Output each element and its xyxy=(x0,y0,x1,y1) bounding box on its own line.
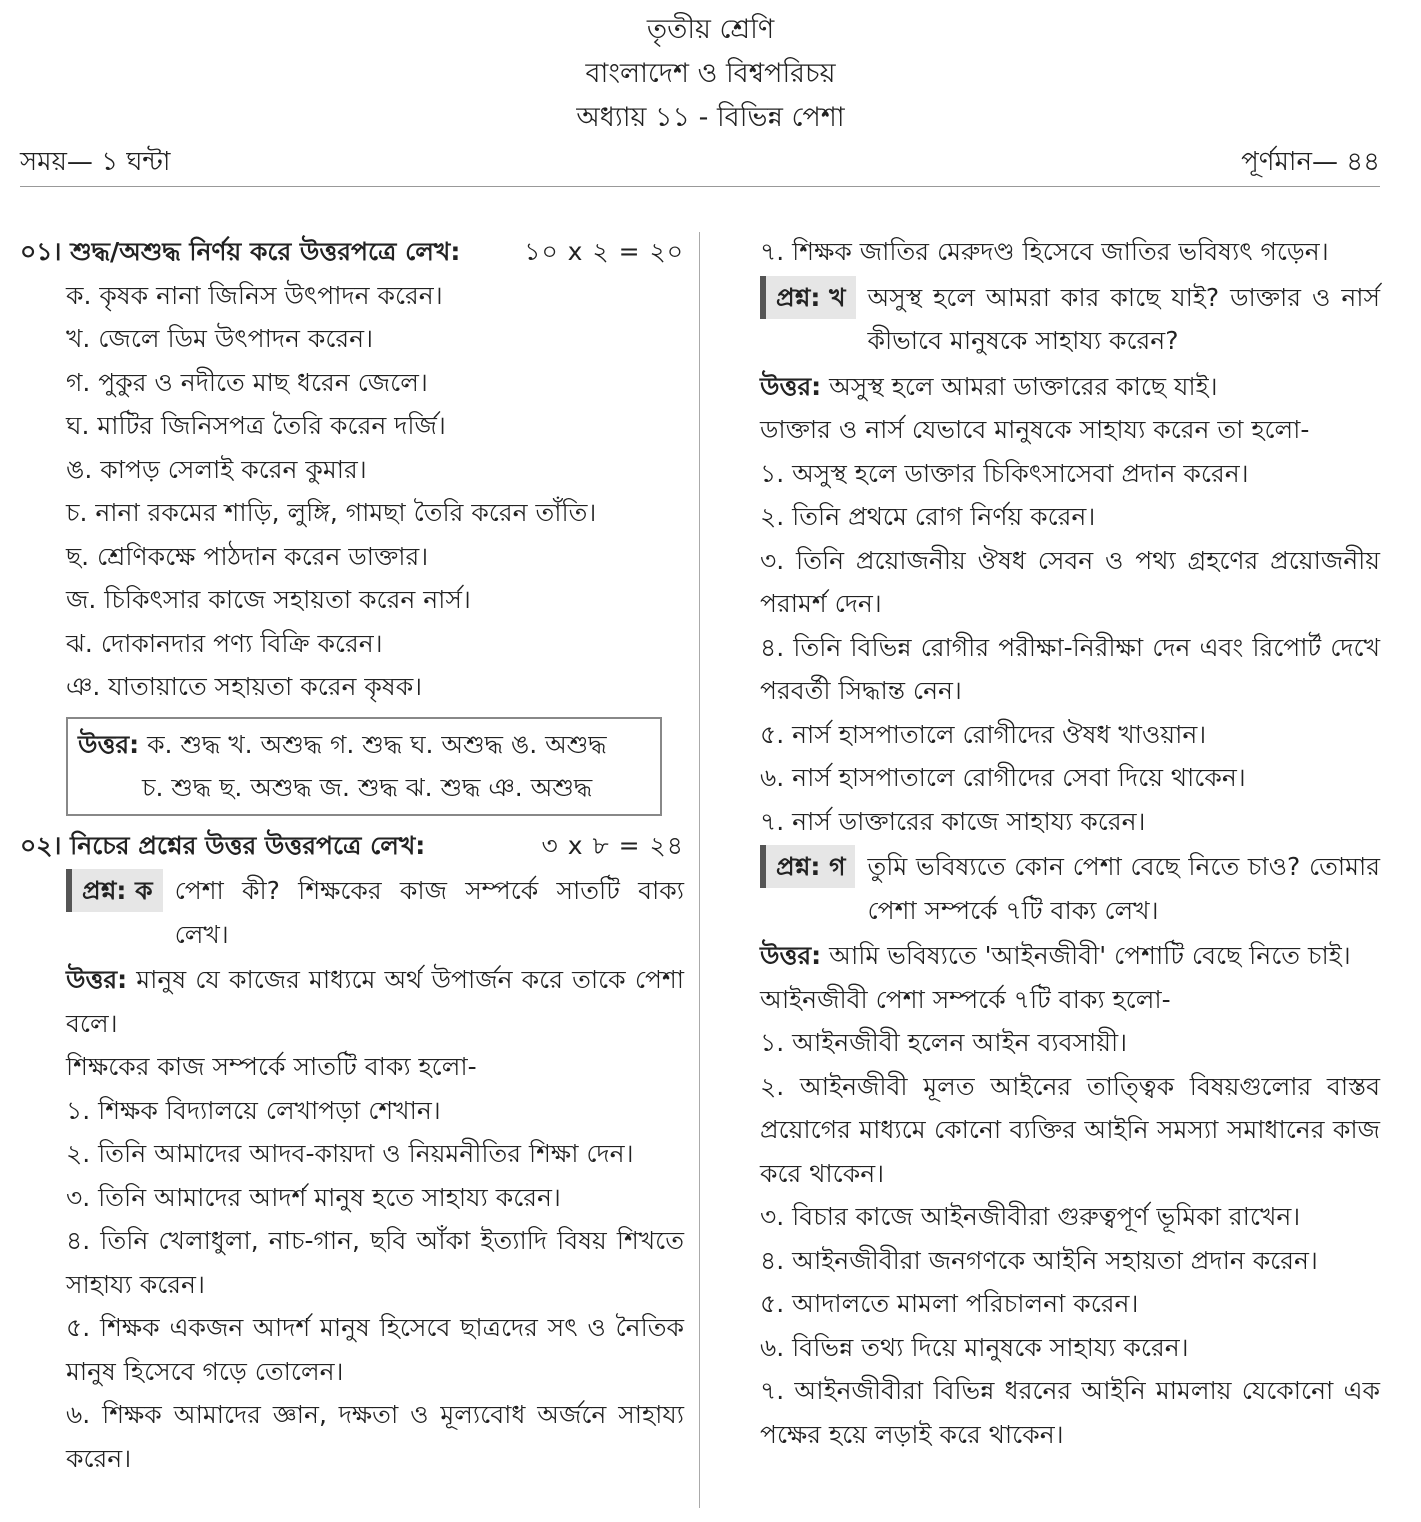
q2-marks: ৩ x ৮ = ২৪ xyxy=(541,830,684,860)
q2-heading: ০২। নিচের প্রশ্নের উত্তর উত্তরপত্রে লেখ: xyxy=(20,830,426,860)
q1-item: ক. কৃষক নানা জিনিস উৎপাদন করেন। xyxy=(66,280,443,310)
answer-ga-point: ৪. আইনজীবীরা জনগণকে আইনি সহায়তা প্রদান করেন। xyxy=(760,1245,1318,1275)
answer-kha-text: অসুস্থ হলে আমরা ডাক্তারের কাছে যাই। xyxy=(829,371,1218,401)
answer-ka-point: ৪. তিনি খেলাধুলা, নাচ-গান, ছবি আঁকা ইত্যাদি বিষয় শিখতে সাহায্য করেন। xyxy=(66,1226,684,1299)
q1-marks: ১০ x ২ = ২০ xyxy=(524,237,684,266)
q1-answer-line1: ক. শুদ্ধ খ. অশুদ্ধ গ. শুদ্ধ ঘ. অশুদ্ধ ঙ. অশুদ্ধ xyxy=(147,729,607,759)
answer-ga-point: ৭. আইনজীবীরা বিভিন্ন ধরনের আইনি মামলায় যেকোনো এক পক্ষের হয়ে লড়াই করে থাকেন। xyxy=(760,1376,1380,1449)
answer-ka-point: ৫. শিক্ষক একজন আদর্শ মানুষ হিসেবে ছাত্রদের সৎ ও নৈতিক মানুষ হিসেবে গড়ে তোলেন। xyxy=(66,1313,684,1386)
question-ka-text: পেশা কী? শিক্ষকের কাজ সম্পর্কে সাতটি বাক্য লেখ। xyxy=(174,876,684,949)
q1-answer-box xyxy=(66,717,662,816)
exam-meta xyxy=(20,142,1380,182)
answer-ka-point: ৭. শিক্ষক জাতির মেরুদণ্ড হিসেবে জাতির ভবিষ্যৎ গড়েন। xyxy=(760,237,1329,266)
exam-time: সময়— ১ ঘন্টা xyxy=(20,147,171,177)
answer-kha-point: ৩. তিনি প্রয়োজনীয় ঔষধ সেবন ও পথ্য গ্রহণের প্রয়োজনীয় পরামর্শ দেন। xyxy=(760,545,1380,618)
answer-kha-point: ৬. নার্স হাসপাতালে রোগীদের সেবা দিয়ে থাকেন। xyxy=(760,763,1246,792)
answer-kha-point: ৫. নার্স হাসপাতালে রোগীদের ঔষধ খাওয়ান। xyxy=(760,719,1207,749)
answer-kha-point: ৭. নার্স ডাক্তারের কাজে সাহায্য করেন। xyxy=(760,806,1146,836)
q1-item: গ. পুকুর ও নদীতে মাছ ধরেন জেলে। xyxy=(66,367,428,397)
q1-item: ঝ. দোকানদার পণ্য বিক্রি করেন। xyxy=(66,628,383,658)
q1-item: ঙ. কাপড় সেলাই করেন কুমার। xyxy=(66,454,367,484)
q1-heading-row xyxy=(20,230,684,274)
answer-ga-point: ২. আইনজীবী মূলত আইনের তাত্ত্বিক বিষয়গুলোর বাস্তব প্রয়োগের মাধ্যমে কোনো ব্যক্তির আইনি সমস্যা সমাধানের কাজ করে থাকেন। xyxy=(760,1071,1380,1188)
answer-kha-point: ৪. তিনি বিভিন্ন রোগীর পরীক্ষা-নিরীক্ষা দেন এবং রিপোর্ট দেখে পরবর্তী সিদ্ধান্ত নেন। xyxy=(760,632,1380,705)
answer-ka-text: মানুষ যে কাজের মাধ্যমে অর্থ উপার্জন করে তাকে পেশা বলে। xyxy=(66,965,684,1038)
answer-label: উত্তর: xyxy=(760,941,822,970)
answer-ga-point: ৬. বিভিন্ন তথ্য দিয়ে মানুষকে সাহায্য করেন। xyxy=(760,1332,1189,1362)
question-kha-text: অসুস্থ হলে আমরা কার কাছে যাই? ডাক্তার ও নার্স কীভাবে মানুষকে সাহায্য করেন? xyxy=(867,282,1380,355)
answer-kha xyxy=(760,365,1380,409)
answer-ga-point: ৫. আদালতে মামলা পরিচালনা করেন। xyxy=(760,1289,1139,1318)
class-title: তৃতীয় শ্রেণি xyxy=(646,14,775,45)
question-kha-tag: প্রশ্ন: খ xyxy=(760,276,856,319)
q1-answer-row1 xyxy=(78,723,650,767)
q1-item: জ. চিকিৎসার কাজে সহায়তা করেন নার্স। xyxy=(66,585,471,614)
answer-ka-point: ৬. শিক্ষক আমাদের জ্ঞান, দক্ষতা ও মূল্যবোধ অর্জনে সাহায্য করেন। xyxy=(66,1400,684,1473)
left-column xyxy=(20,230,684,1480)
answer-kha-point: ২. তিনি প্রথমে রোগ নির্ণয় করেন। xyxy=(760,502,1096,531)
answer-ga xyxy=(760,934,1380,978)
q1-item: ছ. শ্রেণিকক্ষে পাঠদান করেন ডাক্তার। xyxy=(66,541,429,571)
q1-item: খ. জেলে ডিম উৎপাদন করেন। xyxy=(66,324,374,353)
answer-kha-point: ১. অসুস্থ হলে ডাক্তার চিকিৎসাসেবা প্রদান করেন। xyxy=(760,458,1249,488)
question-ka xyxy=(66,869,684,956)
answer-ka-point: ২. তিনি আমাদের আদব-কায়দা ও নিয়মনীতির শিক্ষা দেন। xyxy=(66,1139,634,1168)
q1-item: ঘ. মাটির জিনিসপত্র তৈরি করেন দর্জি। xyxy=(66,411,446,440)
answer-kha-intro: ডাক্তার ও নার্স যেভাবে মানুষকে সাহায্য করেন তা হলো- xyxy=(760,415,1310,444)
answer-ka-point: ৩. তিনি আমাদের আদর্শ মানুষ হতে সাহায্য করেন। xyxy=(66,1182,561,1212)
answer-ka-intro: শিক্ষকের কাজ সম্পর্কে সাতটি বাক্য হলো- xyxy=(66,1052,477,1081)
q1-answer-line2: চ. শুদ্ধ ছ. অশুদ্ধ জ. শুদ্ধ ঝ. শুদ্ধ ঞ. অশুদ্ধ xyxy=(142,773,593,802)
question-kha xyxy=(760,276,1380,363)
answer-label: উত্তর: xyxy=(78,729,140,759)
answer-label: উত্তর: xyxy=(760,371,822,401)
answer-ga-text: আমি ভবিষ্যতে 'আইনজীবী' পেশাটি বেছে নিতে চাই। xyxy=(829,941,1351,970)
full-marks: পূর্ণমান— ৪৪ xyxy=(1241,147,1380,177)
subject-title: বাংলাদেশ ও বিশ্বপরিচয় xyxy=(585,58,836,89)
column-divider xyxy=(699,232,700,1508)
answer-ga-point: ১. আইনজীবী হলেন আইন ব্যবসায়ী। xyxy=(760,1028,1128,1057)
right-column xyxy=(760,230,1380,1456)
q2-heading-row xyxy=(20,824,684,868)
q1-item: ঞ. যাতায়াতে সহায়তা করেন কৃষক। xyxy=(66,672,423,701)
question-ka-tag: প্রশ্ন: ক xyxy=(66,869,163,912)
answer-ga-point: ৩. বিচার কাজে আইনজীবীরা গুরুত্বপূর্ণ ভূমিকা রাখেন। xyxy=(760,1202,1301,1231)
question-ga-tag: প্রশ্ন: গ xyxy=(760,845,855,888)
answer-ka-point: ১. শিক্ষক বিদ্যালয়ে লেখাপড়া শেখান। xyxy=(66,1095,441,1125)
question-ga xyxy=(760,845,1380,932)
chapter-title: অধ্যায় ১১ - বিভিন্ন পেশা xyxy=(576,102,845,133)
answer-ga-intro: আইনজীবী পেশা সম্পর্কে ৭টি বাক্য হলো- xyxy=(760,984,1171,1014)
q1-heading: ০১। শুদ্ধ/অশুদ্ধ নির্ণয় করে উত্তরপত্রে লেখ: xyxy=(20,237,461,266)
answer-label: উত্তর: xyxy=(66,965,128,994)
header-divider xyxy=(20,186,1380,187)
answer-ka xyxy=(20,958,684,1045)
page-header xyxy=(0,0,1421,140)
q1-item: চ. নানা রকমের শাড়ি, লুঙ্গি, গামছা তৈরি করেন তাঁতি। xyxy=(66,498,597,527)
question-ga-text: তুমি ভবিষ্যতে কোন পেশা বেছে নিতে চাও? তোমার পেশা সম্পর্কে ৭টি বাক্য লেখ। xyxy=(867,852,1380,925)
